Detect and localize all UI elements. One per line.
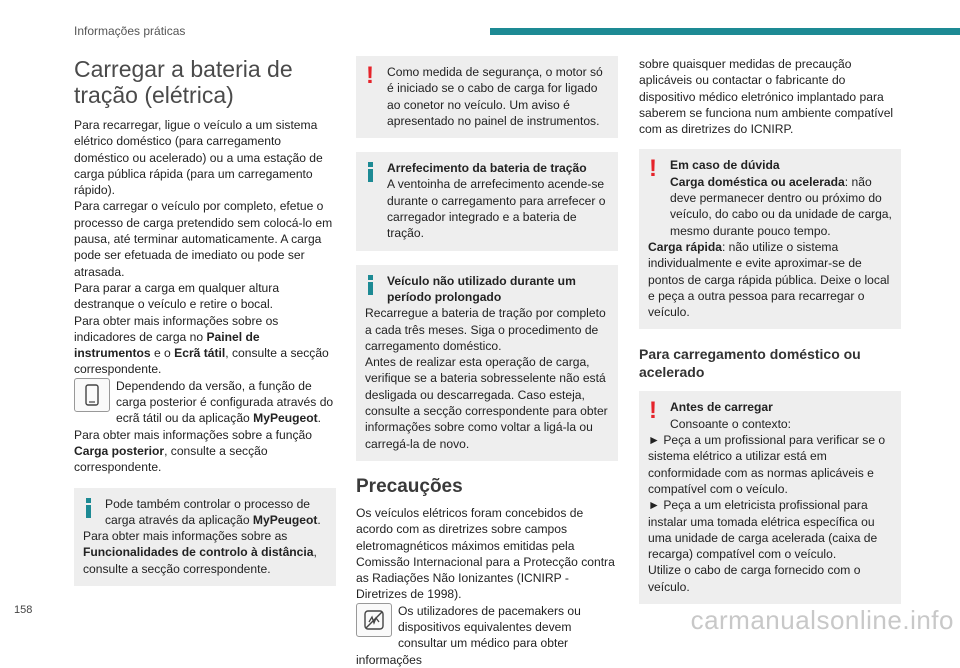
paragraph: sobre quaisquer medidas de precaução aplicáveis ou contactar o fabricante do dispositivo médico eletrónico implantado para saberem se funciona num ambiente compatível com as diretrizes do ICNIRP. bbox=[639, 57, 894, 137]
paragraph: Para parar a carga em qualquer altura destranque o veículo e retire o bocal. bbox=[74, 280, 280, 312]
header-accent-bar bbox=[490, 28, 960, 35]
info-icon bbox=[86, 498, 91, 518]
info-icon bbox=[368, 162, 373, 182]
info-icon bbox=[368, 275, 373, 295]
section-title: Precauções bbox=[356, 475, 463, 497]
paragraph: Os veículos elétricos foram concebidos de acordo com as diretrizes sobre campos eletromagnéticos máximos emitidas pela Comissão Internacional para a Protecção contra as Radiações Não Ionizantes (ICNIRP - Diretrizes de 1998). bbox=[356, 505, 615, 602]
warning-box-before-charging: ! Antes de carregar Consoante o contexto: ► Peça a um profissional para verificar se o sistema elétrico a utilizar está em conformidade com as normas aplicáveis e compatível com o veículo. ► Peça a um eletricista profissional para instalar uma tomada elétrica específica ou uma unidade de carga acelerada (caixa de recarga) compatível com o veículo. Utilize o cabo de carga fornecido com o veículo. bbox=[639, 391, 901, 604]
info-box-long-storage: Veículo não utilizado durante um período prolongado Recarregue a bateria de tração por completo a cada três meses. Siga o procedimento de carregamento doméstico. Antes de realizar esta operação de carga, verifique se a bateria sobresselente não está desligada ou descarregada. Caso esteja, consulte a secção correspondente para obter informações sobre como voltar a ligá-la ou carregá-la de novo. bbox=[356, 265, 618, 461]
paragraph: Os utilizadores de pacemakers ou dispositivos equivalentes devem consultar um médico para obter informações bbox=[356, 603, 581, 667]
page-number: 158 bbox=[14, 604, 33, 616]
paragraph: Para obter mais informações sobre os indicadores de carga no Painel de instrumentos e o Ecrã tátil, consulte a secção correspondente. bbox=[74, 313, 329, 377]
column-1 bbox=[74, 56, 336, 600]
info-box-remote-control: Pode também controlar o processo de carga através da aplicação MyPeugeot. Para obter mais informações sobre as Funcionalidades de controlo à distância, consulte a secção correspondente. bbox=[74, 488, 336, 586]
pacemaker-icon bbox=[356, 603, 392, 637]
warning-icon: ! bbox=[649, 155, 657, 183]
paragraph: Para recarregar, ligue o veículo a um sistema elétrico doméstico (para carregamento doméstico ou acelerado) ou a uma estação de carga pública rápida (para um carregamento rápido). bbox=[74, 118, 323, 198]
warning-icon: ! bbox=[649, 397, 657, 425]
warning-box-doubt: ! Em caso de dúvida Carga doméstica ou acelerada: não deve permanecer dentro ou próximo do veículo, do cabo ou da unidade de carga, mesmo durante pouco tempo. Carga rápida: não utilize o sistema individualmente e evite aproximar-se de pontos de carga rápida pública. Deixe o local e peça a outra pessoa para recarregar o veículo. bbox=[639, 149, 901, 329]
paragraph: Para carregar o veículo por completo, efetue o processo de carga pretendido sem colocá-lo em pausa, até terminar automaticamente. A carga pode ser efetuada de imediato ou pode ser atrasada. bbox=[74, 199, 333, 279]
smartphone-icon bbox=[74, 378, 110, 412]
subsection-title: Para carregamento doméstico ou acelerado bbox=[639, 346, 861, 381]
watermark: carmanualsonline.info bbox=[690, 605, 954, 635]
running-header: Informações práticas bbox=[74, 24, 186, 38]
paragraph: Para obter mais informações sobre a função Carga posterior, consulte a secção correspondente. bbox=[74, 427, 312, 475]
column-3 bbox=[639, 56, 901, 618]
column-2 bbox=[356, 56, 618, 668]
paragraph: Dependendo da versão, a função de carga posterior é configurada através do ecrã tátil ou da aplicação MyPeugeot. bbox=[74, 378, 336, 427]
warning-box-safety: ! Como medida de segurança, o motor só é iniciado se o cabo de carga for ligado ao conetor no veículo. Um aviso é apresentado no painel de instrumentos. bbox=[356, 56, 618, 138]
warning-icon: ! bbox=[366, 62, 374, 89]
info-box-cooling: Arrefecimento da bateria de tração A ventoinha de arrefecimento acende-se durante o carregamento para arrefecer o carregador integrado e a bateria de tração. bbox=[356, 152, 618, 250]
page-title: Carregar a bateria de tração (elétrica) bbox=[74, 56, 293, 108]
